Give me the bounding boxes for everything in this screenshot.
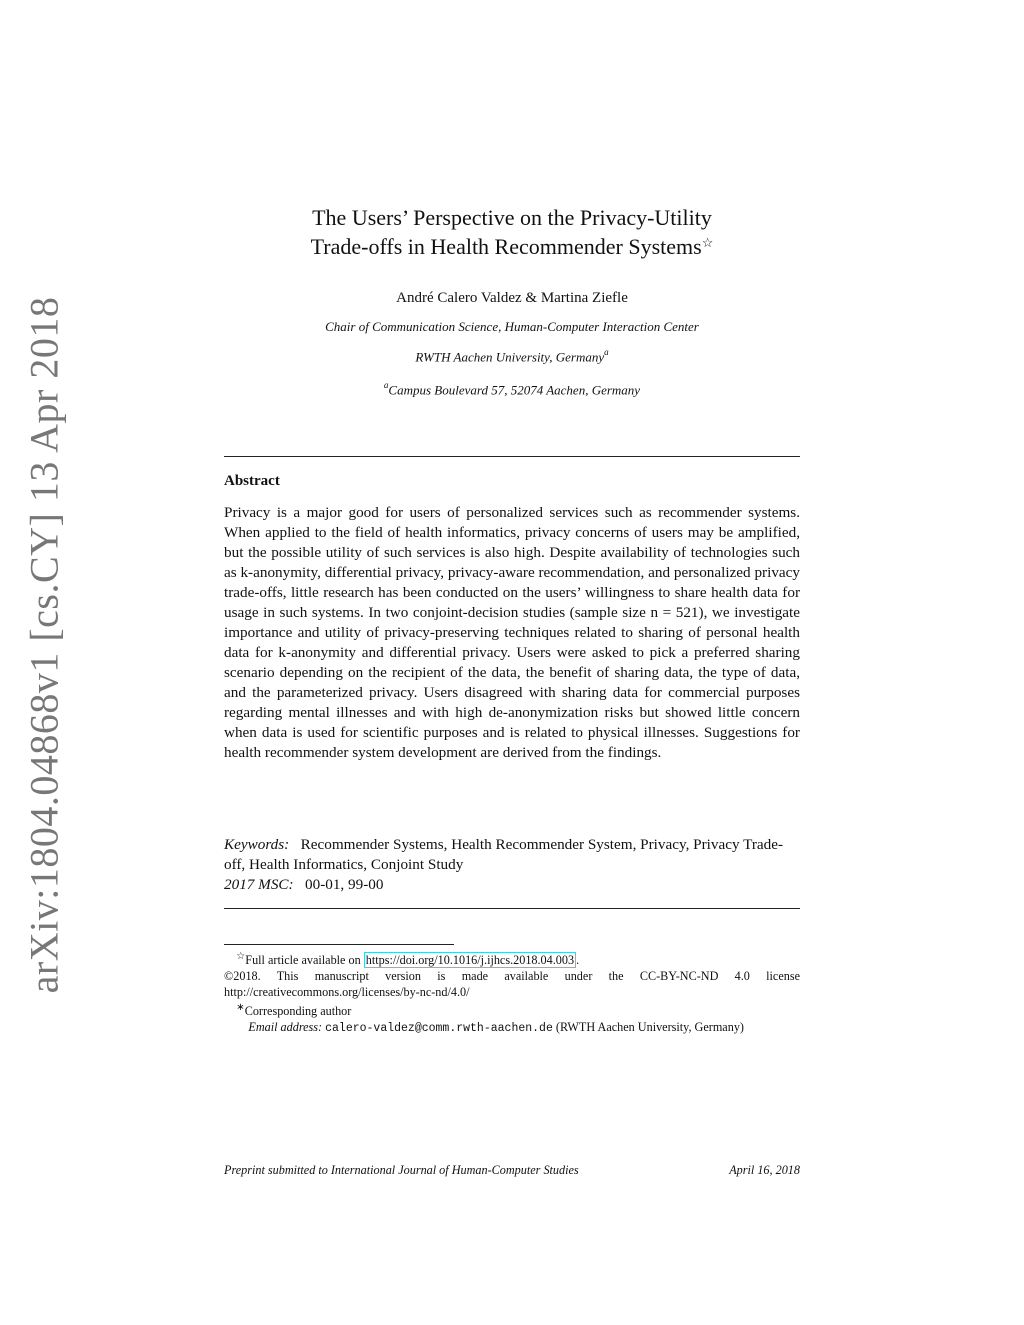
title-line-2: Trade-offs in Health Recommender Systems — [310, 234, 702, 259]
keywords-block — [224, 835, 800, 895]
abstract-heading: Abstract — [224, 473, 280, 489]
address-line — [224, 381, 800, 398]
title-line-1: The Users’ Perspective on the Privacy-Utility — [312, 205, 712, 230]
arxiv-sidebar-stamp: arXiv:1804.04868v1 [cs.CY] 13 Apr 2018 — [21, 296, 67, 994]
paper-title — [224, 203, 800, 261]
footnote-rule — [224, 944, 454, 945]
footnote-copyright: ©2018. This manuscript version is made available under the CC-BY-NC-ND 4.0 license http://creativecommons.org/licenses/by-nc-nd/4.0/ — [224, 969, 800, 1000]
corresponding-text: Corresponding author — [244, 1004, 352, 1019]
msc-label: 2017 MSC: — [224, 876, 294, 893]
msc-codes: 00-01, 99-00 — [305, 876, 384, 893]
address-text: Campus Boulevard 57, 52074 Aachen, Germany — [388, 382, 641, 398]
abstract-bottom-rule — [224, 908, 800, 909]
doi-period: . — [576, 953, 580, 968]
author-list: André Calero Valdez & Martina Ziefle — [396, 290, 628, 306]
address-mark: a — [383, 380, 389, 390]
corresponding-mark: ∗ — [236, 1002, 245, 1014]
footnote-email — [224, 1019, 800, 1037]
affiliation-line-2 — [224, 348, 800, 365]
email-label: Email address: — [248, 1020, 323, 1035]
preprint-journal: Preprint submitted to International Journal of Human-Computer Studies — [224, 1163, 579, 1177]
affiliation-mark: a — [604, 347, 609, 357]
email-affiliation: (RWTH Aachen University, Germany) — [555, 1020, 744, 1035]
footnotes — [224, 949, 800, 1037]
footnote-full-article — [224, 949, 800, 968]
affiliation-line-1: Chair of Communication Science, Human-Computer Interaction Center — [325, 319, 699, 334]
footnote-corresponding — [224, 1000, 800, 1019]
preprint-footer — [224, 1163, 800, 1178]
abstract-top-rule — [224, 456, 800, 457]
abstract-body: Privacy is a major good for users of personalized services such as recommender systems. When applied to the field of health informatics, privacy concerns of users may be amplified, but the possible utility of such services is also high. Despite availability of technologies such as k-anonymity, differential privacy, privacy-aware recommendation, and personalized privacy trade-offs, little research has been conducted on the users’ willingness to share health data for usage in such systems. In two conjoint-decision studies (sample size n = 521), we investigate importance and utility of privacy-preserving techniques related to sharing of personal health data for k-anonymity and differential privacy. Users were asked to pick a preferred sharing scenario depending on the recipient of the data, the benefit of sharing data, the type of data, and the parameterized privacy. Users disagreed with sharing data for commercial purposes regarding mental illnesses and with high de-anonymization risks but showed little concern when data is used for scientific purposes and is related to physical illnesses. Suggestions for health recommender system development are derived from the findings. — [224, 504, 800, 761]
keywords-text: Recommender Systems, Health Recommender System, Privacy, Privacy Trade-off, Health Informatics, Conjoint Study — [224, 836, 784, 873]
preprint-date: April 16, 2018 — [729, 1163, 800, 1177]
keywords-label: Keywords: — [224, 836, 290, 853]
affiliation-university: RWTH Aachen University, Germany — [415, 349, 605, 365]
doi-link[interactable]: https://doi.org/10.1016/j.ijhcs.2018.04.003 — [365, 953, 575, 968]
footnote-star-mark: ☆ — [236, 951, 246, 962]
title-footnote-mark: ☆ — [701, 235, 714, 250]
email-address[interactable]: calero-valdez@comm.rwth-aachen.de — [325, 1022, 553, 1036]
full-article-text: Full article available on — [245, 953, 364, 968]
